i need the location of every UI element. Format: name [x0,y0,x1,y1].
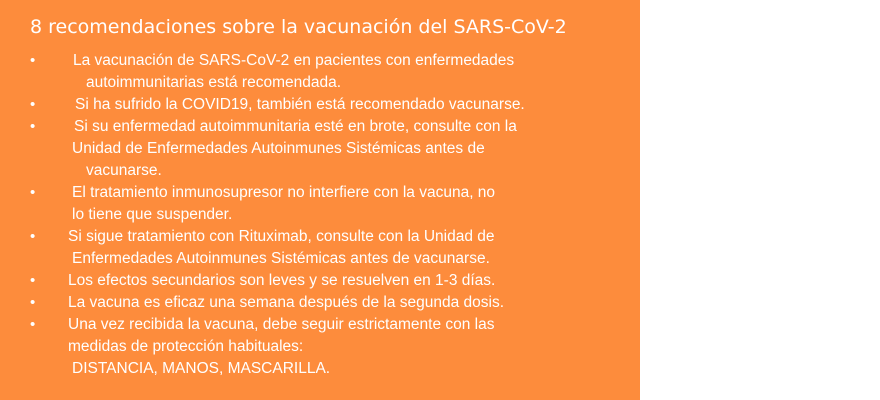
bullet-icon: • [30,316,36,333]
bullet-icon: • [30,228,36,245]
item-line: autoimmunitarias está recomendada. [86,74,342,91]
item-line: vacunarse. [86,162,162,179]
recommendations-list [0,50,640,380]
bullet-icon: • [30,294,36,311]
list-item [0,182,640,226]
bullet-icon: • [30,118,36,135]
list-item [0,116,640,182]
item-line: Si su enfermedad autoimmunitaria esté en brote, consulte con la [74,118,517,135]
item-line: Enfermedades Autoinmunes Sistémicas antes de vacunarse. [72,250,490,267]
item-line: La vacunación de SARS-CoV-2 en pacientes con enfermedades [73,52,515,69]
item-line: medidas de protección habituales: [68,338,304,355]
item-line: DISTANCIA, MANOS, MASCARILLA. [72,360,331,377]
item-line: Una vez recibida la vacuna, debe seguir estrictamente con las [68,316,495,333]
list-item [0,270,640,292]
item-line: Si sigue tratamiento con Rituximab, consulte con la Unidad de [68,228,495,245]
item-line: lo tiene que suspender. [72,206,233,223]
bullet-icon: • [30,52,36,69]
item-line: El tratamiento inmunosupresor no interfiere con la vacuna, no [72,184,496,201]
item-line: Unidad de Enfermedades Autoinmunes Sistémicas antes de [72,140,485,157]
bullet-icon: • [30,96,36,113]
bullet-icon: • [30,272,36,289]
list-item [0,314,640,380]
item-line: Los efectos secundarios son leves y se resuelven en 1-3 días. [68,272,496,289]
list-item [0,94,640,116]
page-title: 8 recomendaciones sobre la vacunación del SARS-CoV-2 [30,16,567,38]
item-line: Si ha sufrido la COVID19, también está recomendado vacunarse. [75,96,525,113]
bullet-icon: • [30,184,36,201]
list-item [0,50,640,94]
list-item [0,226,640,270]
item-line: La vacuna es eficaz una semana después de la segunda dosis. [68,294,505,311]
list-item [0,292,640,314]
